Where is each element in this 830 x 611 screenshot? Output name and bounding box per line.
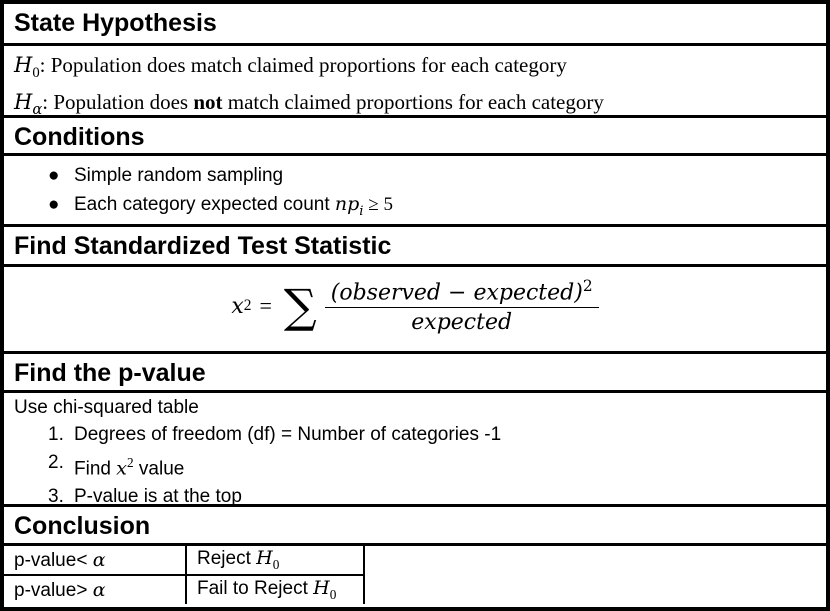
- decision-condition: p-value< α: [4, 546, 186, 575]
- hypothesis-body: [4, 46, 826, 118]
- fraction-numerator: (observed − expected)$^2$: [325, 277, 599, 308]
- condition-item: ● Each category expected count $np_i \ge 5$: [4, 190, 826, 226]
- conditions-list: [4, 156, 826, 227]
- section-title-conditions: Conditions: [4, 118, 826, 156]
- section-title-pvalue: Find the p-value: [4, 354, 826, 393]
- pvalue-body: [4, 393, 826, 507]
- decision-result: Reject $H_0$: [186, 546, 364, 575]
- conclusion-table: [4, 546, 365, 604]
- fraction: [325, 277, 599, 335]
- decision-condition: p-value> α: [4, 575, 186, 604]
- bullet-icon: ●: [48, 194, 60, 215]
- statistic-formula: [4, 267, 826, 354]
- condition-item: ● Simple random sampling: [4, 161, 826, 190]
- section-title-hypothesis: State Hypothesis: [4, 4, 826, 46]
- pvalue-step: 3. P-value is at the top: [48, 486, 242, 508]
- pvalue-step: 2. Find $x^2$ value: [48, 452, 185, 480]
- conclusion-body: [4, 546, 826, 607]
- null-hypothesis: $H_0$: Population does match claimed proportions for each category: [14, 53, 567, 82]
- section-title-statistic: Find Standardized Test Statistic: [4, 227, 826, 267]
- pvalue-intro: Use chi-squared table: [14, 397, 199, 418]
- bullet-icon: ●: [48, 165, 60, 186]
- sigma-symbol: ∑: [283, 279, 317, 334]
- section-title-conclusion: Conclusion: [4, 507, 826, 546]
- chi-square-formula: x 2 = ∑ $\frac{(observed - expected)^2}{\text{expected}}$: [4, 277, 826, 335]
- alternative-hypothesis: $H_\alpha$: Population does not match claimed proportions for each category: [14, 90, 604, 119]
- table-row: [4, 546, 364, 575]
- pvalue-step: 1. Degrees of freedom (df) = Number of categories -1: [48, 424, 502, 445]
- decision-result: Fail to Reject $H_0$: [186, 575, 364, 604]
- table-row: [4, 575, 364, 604]
- fraction-denominator: expected: [411, 310, 513, 336]
